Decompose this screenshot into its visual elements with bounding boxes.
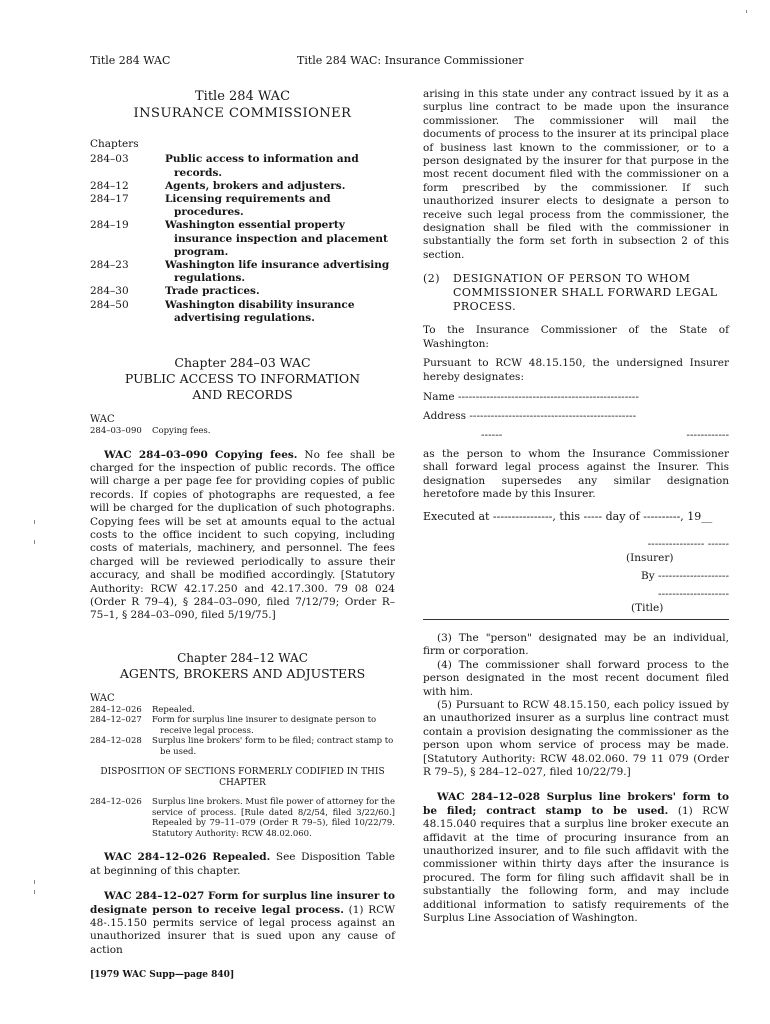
- chapter-number: 284–19: [90, 219, 129, 232]
- form-dash-left: ------: [481, 428, 503, 441]
- chapter-12-heading: Chapter 284–12 WAC: [177, 650, 308, 665]
- section-number: 284–12–027: [90, 715, 142, 726]
- section-title: Repealed.: [152, 704, 195, 715]
- disposition-table: [90, 797, 395, 839]
- disposition-heading: DISPOSITION OF SECTIONS FORMERLY CODIFIED IN THIS CHAPTER: [100, 767, 385, 789]
- disposition-entry: [90, 797, 395, 839]
- margin-mark: [34, 540, 35, 544]
- running-header-center: Title 284 WAC: Insurance Commissioner: [297, 54, 524, 67]
- section-body: (1) RCW 48-.15.150 permits service of legal process against an unauthorized insurer that is sued upon any cause of action: [90, 903, 395, 956]
- section-entry: [90, 736, 395, 757]
- form-title-label: (Title): [631, 601, 664, 614]
- chapter-entry: [90, 180, 395, 193]
- page-footer: [1979 WAC Supp—page 840]: [90, 970, 235, 980]
- chapter-title: Public access to information and records.: [165, 153, 359, 179]
- section-284-12-027: [90, 890, 395, 957]
- section-body: See Disposition Table at beginning of this chapter.: [90, 851, 396, 877]
- form-address-continuation: [423, 428, 729, 442]
- form-dash-right: ------------: [686, 428, 729, 441]
- form-bottom-rule: [423, 619, 729, 620]
- form-as-person: as the person to whom the Insurance Commissioner shall forward legal process against the Insurer. This designation supersedes any similar designation heretofore made by this Insurer.: [423, 447, 729, 501]
- subsection-4: (4) The commissioner shall forward process to the person designated in the most recent document filed with him.: [423, 658, 729, 698]
- subsection-3: (3) The "person" designated may be an individual, firm or corporation.: [423, 631, 729, 658]
- chapter-title: Washington disability insurance advertising regulations.: [165, 298, 355, 324]
- form-address-line: Address -----------------------------------------------: [423, 409, 637, 422]
- section-body: (1) RCW 48.15.040 requires that a surplus line broker execute an affidavit at the time of procuring insurance from an unauthorized insurer, and to file such affidavit with the commissioner within thirty days after the insurance is procured. The form for filing such affidavit shall be in substantially the following form, and may include additional information to satisfy requirements of the Surplus Line Association of Washington.: [423, 804, 729, 925]
- form-insurer-label: (Insurer): [626, 551, 674, 564]
- chapter-title: Agents, brokers and adjusters.: [165, 179, 346, 192]
- wac-label: WAC: [90, 692, 115, 704]
- form-to-line: To the Insurance Commissioner of the State of Washington:: [423, 324, 729, 350]
- section-number: 284–12–028: [90, 736, 142, 747]
- section-heading: WAC 284–12–027 Form for surplus line insurer to designate person to receive legal process.: [90, 890, 395, 916]
- chapter-list: [90, 153, 395, 325]
- section-heading: WAC 284–12–026 Repealed.: [104, 851, 271, 864]
- chapter-entry: [90, 219, 395, 259]
- chapter-number: 284–30: [90, 285, 129, 298]
- title-line-1: Title 284 WAC: [194, 89, 291, 104]
- section-title: Form for surplus line insurer to designate person to receive legal process.: [152, 715, 377, 736]
- designation-text: DESIGNATION OF PERSON TO WHOM COMMISSIONER SHALL FORWARD LEGAL PROCESS.: [453, 272, 718, 314]
- chapter-number: 284–23: [90, 259, 129, 272]
- section-entry: [90, 715, 395, 736]
- form-title-dash: --------------------: [658, 587, 729, 600]
- disposition-number: 284–12–026: [90, 797, 142, 808]
- section-list-03: [90, 426, 395, 437]
- chapter-title: Trade practices.: [165, 285, 260, 298]
- section-number: 284–03–090: [90, 426, 142, 437]
- form-executed-line: Executed at ----------------, this ----- day of ----------, 19__: [423, 509, 713, 523]
- chapters-heading: Chapters: [90, 138, 139, 150]
- right-column: [423, 88, 729, 925]
- chapter-number: 284–12: [90, 179, 129, 192]
- chapter-number: 284–17: [90, 193, 129, 206]
- section-title: Surplus line brokers' form to be filed; contract stamp to be used.: [152, 736, 394, 757]
- form-by-line: By --------------------: [641, 569, 729, 582]
- section-284-03-090: [90, 449, 395, 623]
- section-number: 284–12–026: [90, 704, 142, 715]
- section-027-continued: arising in this state under any contract issued by it as a surplus line contract to be made upon the insurance commissioner. The commissioner will mail the documents of process to the insurer at its principal place of business last known to the commissioner, or to a person designated by the insurer for that purpose in the most recent document filed with the commissioner on a form prescribed by the commissioner. If such unauthorized insurer elects to designate a person to receive such legal process from the commissioner, the designation shall be filed with the commissioner in substantially the form set forth in subsection 2 of this section.: [423, 88, 729, 261]
- chapter-entry: [90, 299, 395, 325]
- chapter-title: Licensing requirements and procedures.: [165, 193, 331, 219]
- chapter-entry: [90, 285, 395, 298]
- wac-label: WAC: [90, 414, 115, 426]
- designation-number: (2): [423, 272, 441, 286]
- margin-mark: [34, 520, 35, 524]
- running-header-left: Title 284 WAC: [90, 54, 171, 67]
- chapter-entry: [90, 193, 395, 219]
- chapter-number: 284–03: [90, 153, 129, 166]
- margin-mark: [34, 880, 35, 884]
- section-body: No fee shall be charged for the inspection of public records. The office will charge a per page fee for providing copies of public records. If copies of photographs are requested, a fee will be charged for the duplication of such photographs. Copying fees will be set at amounts equal to the actual costs to the office incident to such copying, including costs of materials, machinery, and personnel. The fees charged will be reviewed periodically to assure their accuracy, and shall be modified accordingly. [Statutory Authority: RCW 42.17.250 and 42.17.300. 79 08 024 (Order R 79–4), § 284–03–090, filed 7/12/79; Order R–75–1, § 284–03–090, filed 5/19/75.]: [90, 448, 395, 622]
- subsection-5: (5) Pursuant to RCW 48.15.150, each policy issued by an unauthorized insurer as a surplus line contract must contain a provision designating the commissioner as the person upon whom service of process may be made. [Statutory Authority: RCW 48.02.060. 79 11 079 (Order R 79–5), § 284–12–027, filed 10/22/79.]: [423, 698, 729, 778]
- designation-heading: [423, 272, 729, 314]
- section-title: Copying fees.: [152, 426, 211, 437]
- section-284-12-028: [423, 791, 729, 925]
- section-heading: WAC 284–03–090 Copying fees.: [104, 448, 298, 461]
- chapter-03-title: PUBLIC ACCESS TO INFORMATION AND RECORDS: [124, 371, 361, 403]
- chapter-entry: [90, 259, 395, 285]
- section-entry: [90, 426, 395, 437]
- section-heading: WAC 284–12–028 Surplus line brokers' form to be filed; contract stamp to be used.: [423, 791, 729, 817]
- chapter-number: 284–50: [90, 298, 129, 311]
- form-name-line: Name ---------------------------------------------------: [423, 390, 639, 403]
- left-column: [90, 88, 395, 957]
- section-list-12: [90, 705, 395, 758]
- section-284-12-026: [90, 851, 395, 878]
- title-line-2: INSURANCE COMMISSIONER: [133, 106, 352, 121]
- chapter-entry: [90, 153, 395, 179]
- margin-mark: [746, 10, 747, 13]
- section-entry: [90, 705, 395, 716]
- form-pursuant: Pursuant to RCW 48.15.150, the undersigned Insurer hereby designates:: [423, 357, 729, 383]
- chapter-12-title: AGENTS, BROKERS AND ADJUSTERS: [119, 665, 366, 681]
- disposition-text: Surplus line brokers. Must file power of attorney for the service of process. [Rule dated 8/2/54, filed 3/22/60.] Repealed by 79–11–079 (Order R 79–5), filed 10/22/79. Statutory Authority: RCW 48.02.060.: [152, 797, 395, 839]
- chapter-title: Washington life insurance advertising regulations.: [165, 259, 390, 285]
- margin-mark: [34, 890, 35, 894]
- chapter-03-heading: Chapter 284–03 WAC: [174, 355, 311, 371]
- chapter-title: Washington essential property insurance inspection and placement program.: [165, 219, 388, 258]
- form-signature-dash: ---------------- ------: [647, 537, 729, 550]
